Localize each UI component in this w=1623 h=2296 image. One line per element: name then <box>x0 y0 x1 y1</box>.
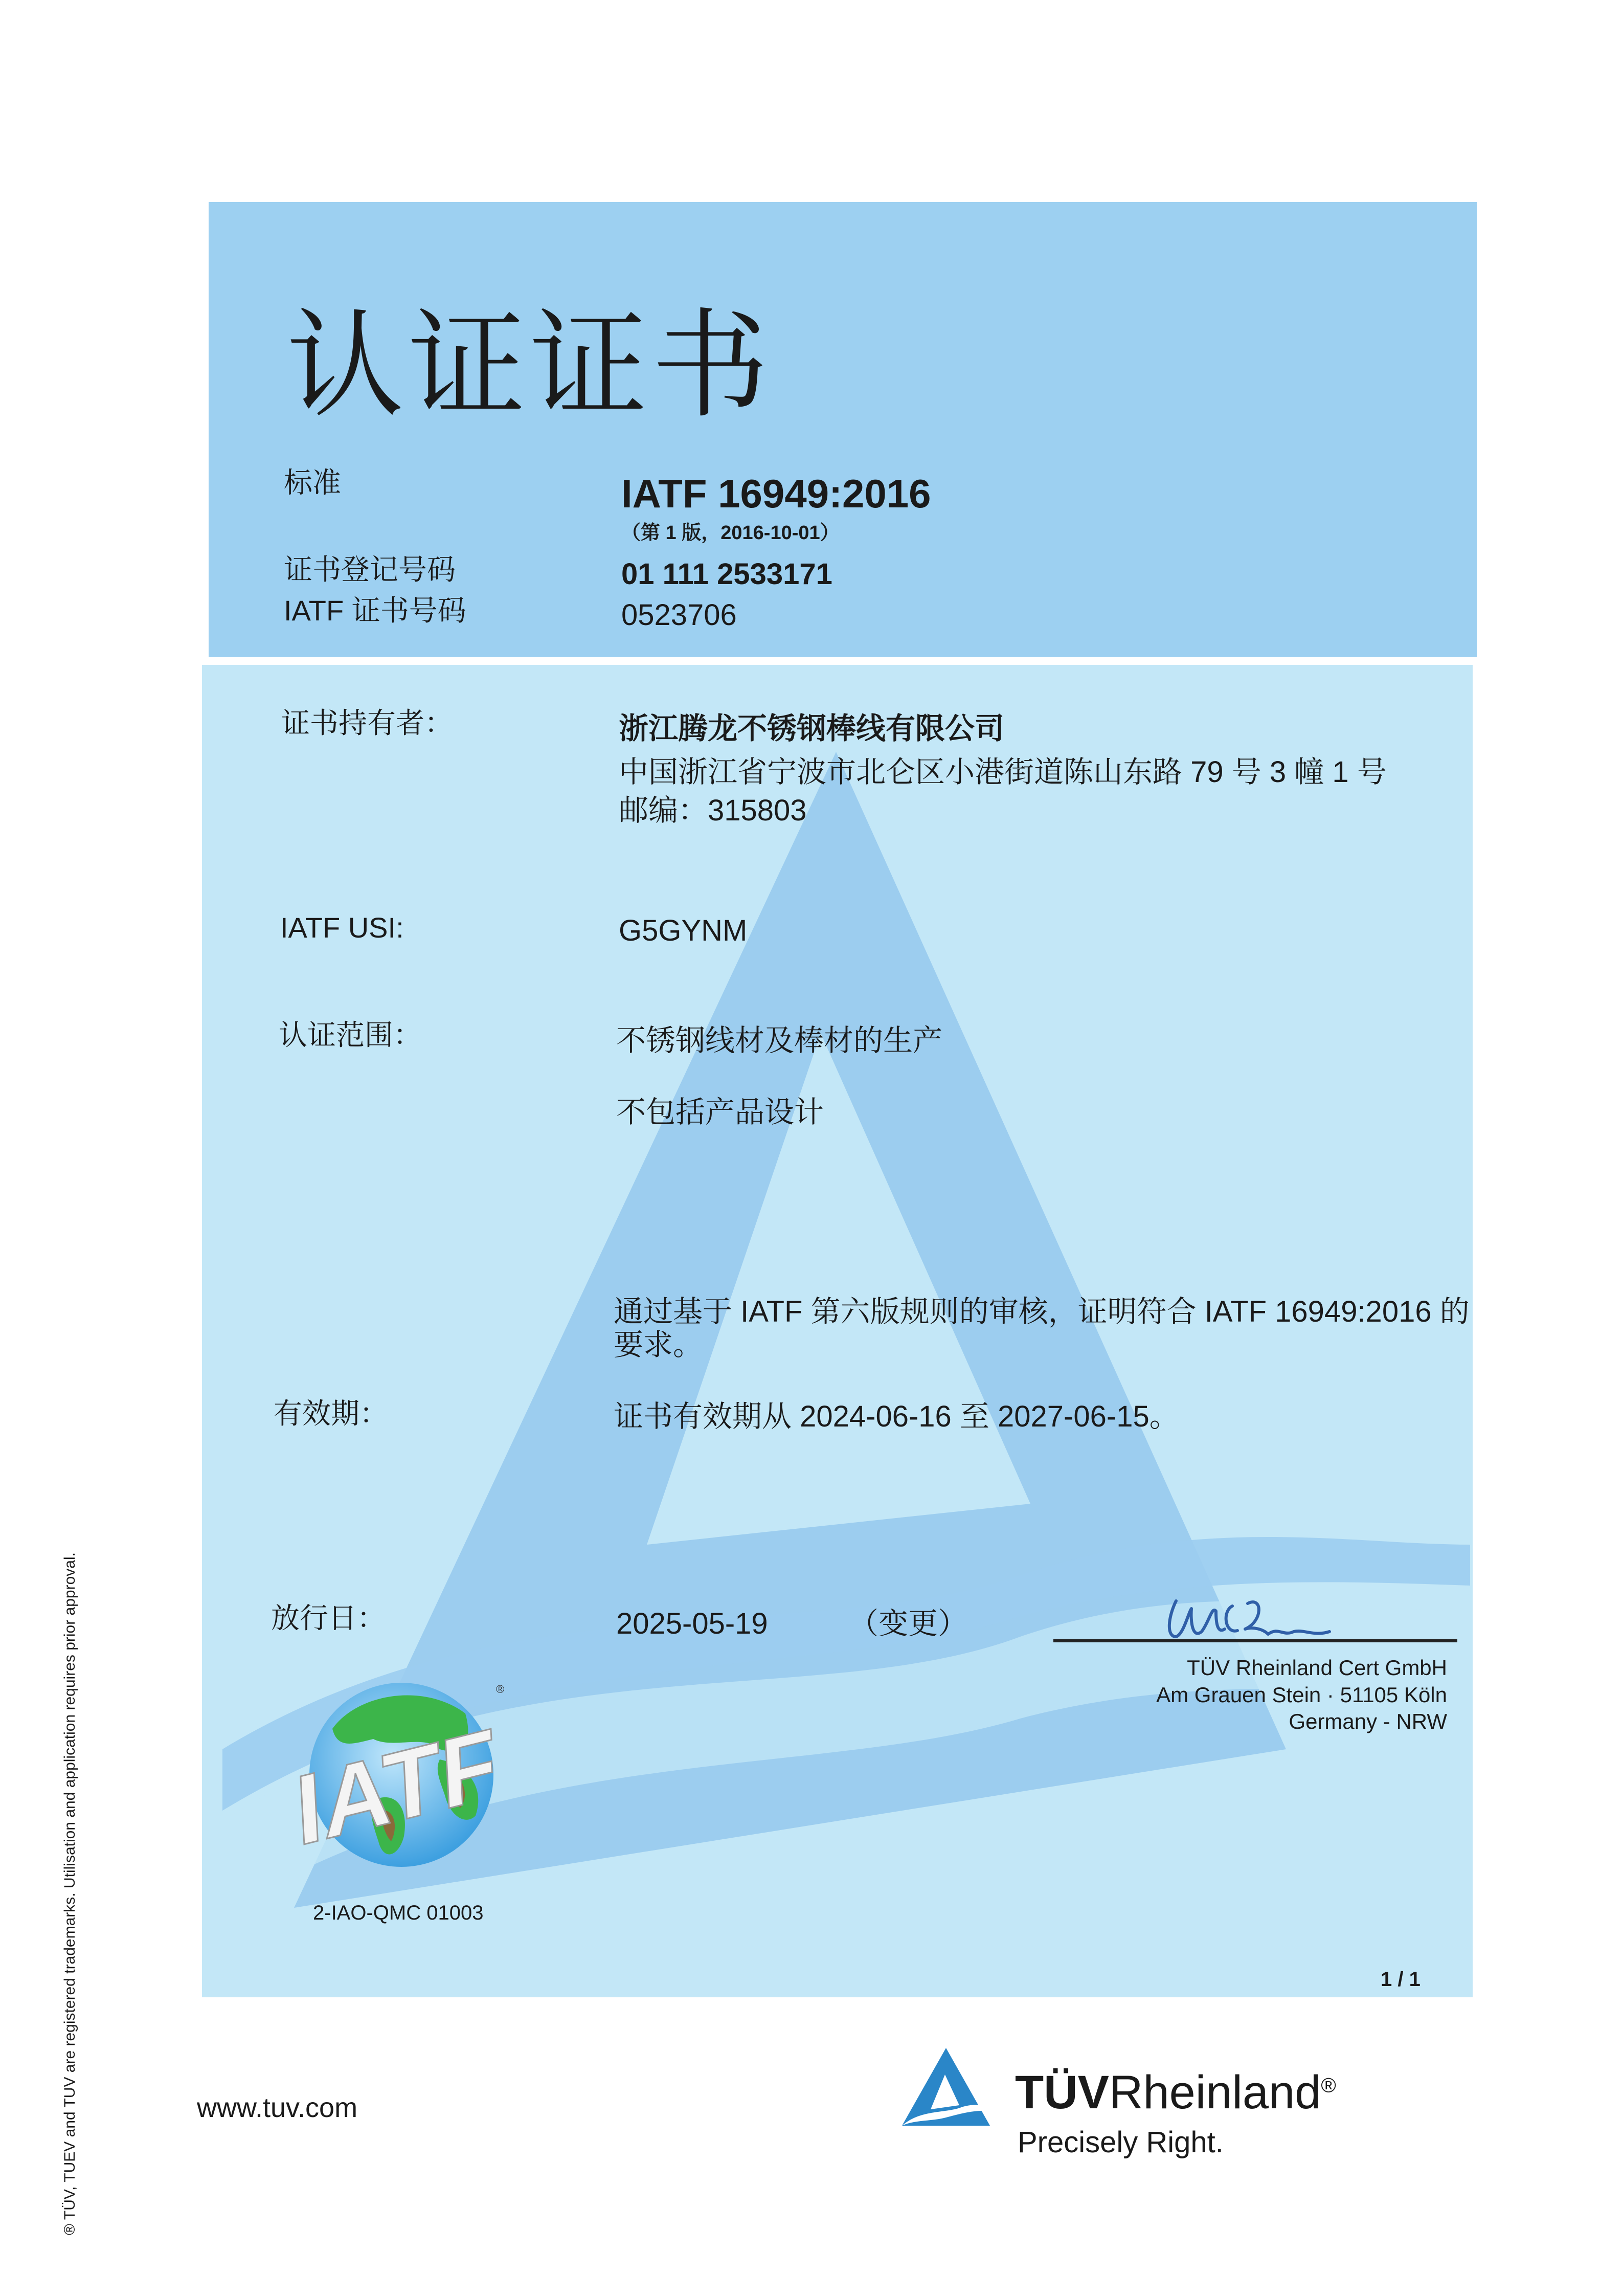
standard-label: 标准 <box>284 466 341 499</box>
usi-label: IATF USI: <box>280 911 404 944</box>
issue-label: 放行日： <box>271 1602 386 1634</box>
page-indicator: 1 / 1 <box>1381 1968 1421 1991</box>
usi-value: G5GYNM <box>619 914 748 947</box>
issue-note: （变更） <box>849 1607 968 1640</box>
registration-number-label: 证书登记号码 <box>284 553 456 586</box>
holder-label: 证书持有者： <box>281 707 453 739</box>
certificate-title: 认证证书 <box>286 300 774 431</box>
issuer-region: Germany - NRW <box>1289 1709 1447 1733</box>
tuv-brand-bold: TÜV <box>1015 2066 1109 2119</box>
iatf-code: 2-IAO-QMC 01003 <box>313 1902 484 1924</box>
scope-line-1: 不锈钢线材及棒材的生产 <box>616 1024 943 1057</box>
holder-postcode: 邮编：315803 <box>619 794 807 827</box>
issue-date: 2025-05-19 <box>616 1607 768 1640</box>
scope-line-2: 不包括产品设计 <box>616 1096 824 1129</box>
iatf-certificate-label: IATF 证书号码 <box>284 594 466 627</box>
standard-value: IATF 16949:2016 <box>621 471 931 516</box>
validity-label: 有效期： <box>274 1397 388 1430</box>
holder-address: 中国浙江省宁波市北仑区小港街道陈山东路 79 号 3 幢 1 号 <box>619 755 1387 789</box>
scope-label: 认证范围： <box>279 1019 422 1051</box>
statement-line-2: 要求。 <box>614 1328 703 1362</box>
signature-icon <box>1161 1591 1345 1647</box>
statement-line-1: 通过基于 IATF 第六版规则的审核，证明符合 IATF 16949:2016 的 <box>614 1295 1470 1328</box>
tuv-brand <box>1015 2066 1336 2119</box>
svg-text:IATF: IATF <box>281 1709 510 1865</box>
tuv-tagline: Precisely Right. <box>1018 2126 1224 2159</box>
svg-text:®: ® <box>496 1683 505 1696</box>
tuv-brand-regular: Rheinland <box>1109 2066 1321 2119</box>
issuer-street: Am Grauen Stein · 51105 Köln <box>1156 1682 1447 1707</box>
holder-name: 浙江腾龙不锈钢棒线有限公司 <box>619 712 1005 745</box>
tuv-triangle-logo-icon <box>900 2046 992 2128</box>
signature-line <box>1053 1639 1457 1642</box>
website-link[interactable]: www.tuv.com <box>197 2092 358 2123</box>
registration-number-value: 01 111 2533171 <box>621 558 832 591</box>
registered-mark: ® <box>1321 2074 1336 2097</box>
standard-edition: （第 1 版，2016-10-01） <box>621 522 840 544</box>
issuer-block <box>1053 1655 1447 1735</box>
issuer-name: TÜV Rheinland Cert GmbH <box>1187 1656 1447 1680</box>
iatf-certificate-value: 0523706 <box>621 598 737 632</box>
trademark-note: ® TÜV, TUEV and TUV are registered trademarks. Utilisation and application requires prior approval. <box>61 1552 78 2235</box>
iatf-globe-logo-icon <box>271 1673 511 1877</box>
validity-value: 证书有效期从 2024-06-16 至 2027-06-15。 <box>614 1400 1179 1433</box>
